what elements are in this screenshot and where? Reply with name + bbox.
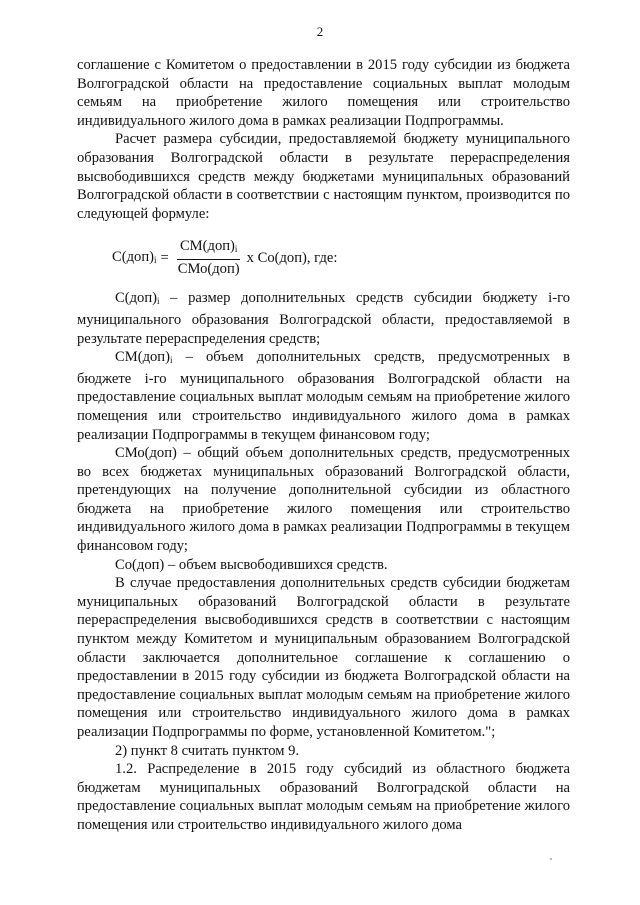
formula-fraction <box>175 238 243 278</box>
formula-tail: х Со(доп), где: <box>246 250 338 267</box>
definition-total-volume: СМо(доп) – общий объем дополнительных средств, предусмотренных во всех бюджетах муниципальных образований Волгоградской области, претендующих на получение дополнительной субсидии из областного бюджета на приобретение жилого помещения или строительство индивидуального жилого дома в рамках реализации Подпрограммы в текущем финансовом году; <box>77 445 571 555</box>
scan-artifact <box>550 858 552 860</box>
definition-municipal-volume: $СМ(доп)_i$ – объем дополнительных средств, предусмотренных в бюджете i-го муниципального образования Волгоградской области на предоставление социальных выплат молодым семьям на приобретение жилого помещения или строительство индивидуального жилого дома в рамках реализации Подпрограммы в текущем финансовом году; <box>77 349 570 443</box>
formula-numerator: $СМ(доп)_i$ <box>177 238 240 260</box>
document-body <box>77 56 570 835</box>
paragraph-continuation: соглашение с Комитетом о предоставлении в 2015 году субсидии из бюджета Волгоградской области на предоставление социальных выплат молодым семьям на приобретение жилого помещения или строительство индивидуального жилого дома в рамках реализации Подпрограммы. <box>77 57 570 129</box>
paragraph-additional-agreement: В случае предоставления дополнительных средств субсидии бюджетам муниципальных образований Волгоградской области в результате перераспределения высвободившихся средств в соответствии с настоящим пунктом между Комитетом и муниципальным образованием Волгоградской области заключается дополнительное соглашение к соглашению о предоставлении в 2015 году субсидии из бюджета Волгоградской области на предоставление социальных выплат молодым семьям на приобретение жилого помещения или строительство индивидуального жилого дома в рамках реализации Подпрограммы по форме, установленной Комитетом."; <box>77 575 570 740</box>
paragraph-distribution: 1.2. Распределение в 2015 году субсидий из областного бюджета бюджетам муниципальных образований Волгоградской области на предоставление социальных выплат молодым семьям на приобретение жилого помещения или строительство индивидуального жилого дома <box>77 761 570 833</box>
subsidy-formula <box>112 239 570 277</box>
definition-additional-funds: $С(доп)_i$ – размер дополнительных средств субсидии бюджету i-го муниципального образования Волгоградской области, предоставляемой в результате перераспределения средств; <box>77 290 570 347</box>
page-number: 2 <box>316 24 324 39</box>
formula-denominator: СМо(доп) <box>177 261 240 278</box>
formula-lhs: $С(доп)_i$ <box>112 248 157 265</box>
definition-released-funds: Со(доп) – объем высвободившихся средств. <box>115 556 388 573</box>
paragraph-renumber: 2) пункт 8 считать пунктом 9. <box>115 742 300 759</box>
formula-equals: = <box>160 250 169 267</box>
paragraph-calculation-intro: Расчет размера субсидии, предоставляемой бюджету муниципального образования Волгоградской области в результате перераспределения высвободившихся средств между бюджетами муниципальных образований Волгоградской области в соответствии с настоящим пунктом, производится по следующей формуле: <box>77 131 570 222</box>
